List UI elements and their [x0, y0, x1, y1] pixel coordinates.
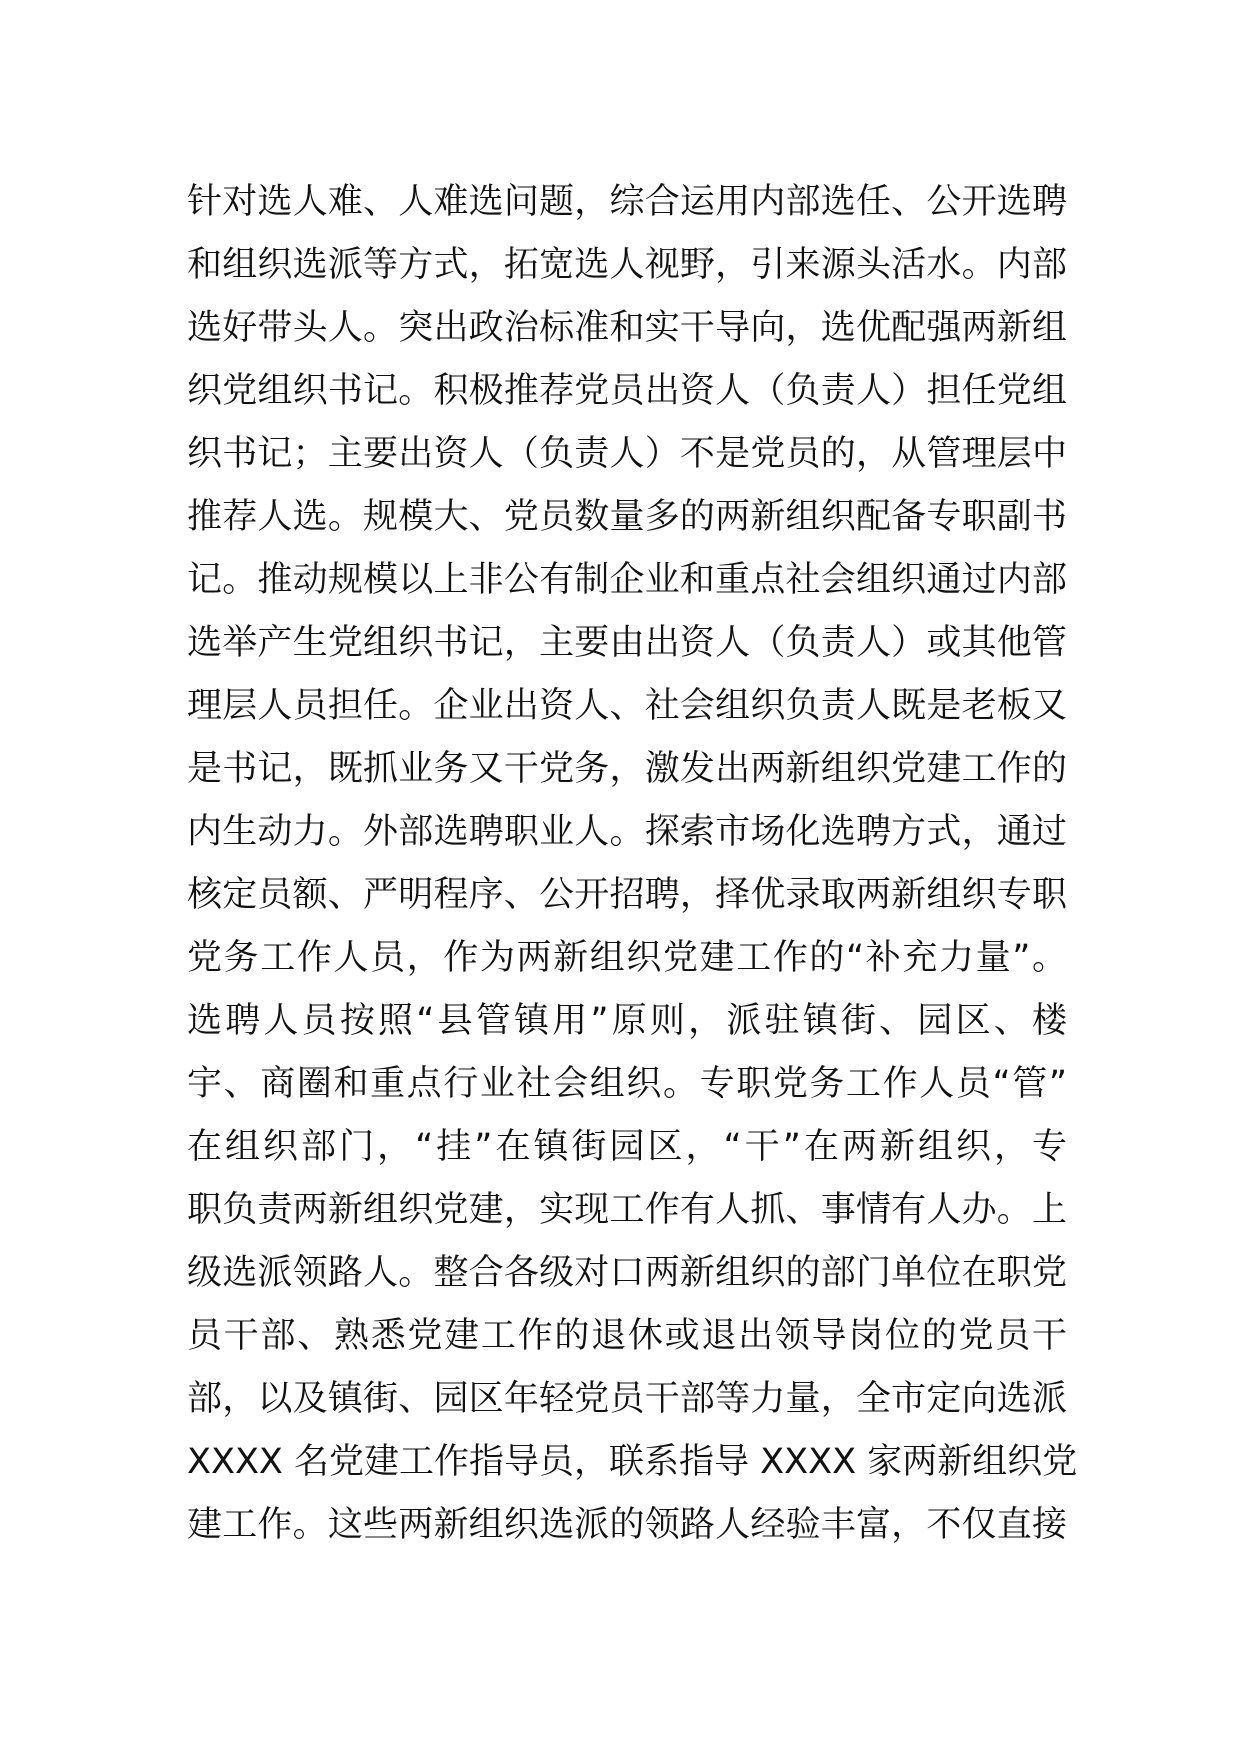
- text-line-22: 建工作。这些两新组织选派的领路人经验丰富，不仅直接: [187, 1505, 1067, 1545]
- text-line-15: 宇、商圈和重点行业社会组织。专职党务工作人员“管”: [187, 1064, 1067, 1104]
- text-line-10: 是书记，既抓业务又干党务，激发出两新组织党建工作的: [187, 749, 1067, 789]
- text-line-4: 织党组织书记。积极推荐党员出资人（负责人）担任党组: [187, 371, 1067, 411]
- text-line-1: 针对选人难、人难选问题，综合运用内部选任、公开选聘: [187, 182, 1067, 222]
- text-line-8: 选举产生党组织书记，主要由出资人（负责人）或其他管: [187, 623, 1067, 663]
- text-line-5: 织书记；主要出资人（负责人）不是党员的，从管理层中: [187, 434, 1067, 474]
- text-line-11: 内生动力。外部选聘职业人。探索市场化选聘方式，通过: [187, 812, 1067, 852]
- text-line-3: 选好带头人。突出政治标准和实干导向，选优配强两新组: [187, 308, 1067, 348]
- text-line-14: 选聘人员按照“县管镇用”原则，派驻镇街、园区、楼: [187, 1001, 1067, 1041]
- text-line-20: 部，以及镇街、园区年轻党员干部等力量，全市定向选派: [187, 1379, 1067, 1419]
- text-line-19: 员干部、熟悉党建工作的退休或退出领导岗位的党员干: [187, 1316, 1067, 1356]
- body-paragraph: [187, 171, 1078, 1557]
- text-line-13: 党务工作人员，作为两新组织党建工作的“补充力量”。: [187, 938, 1067, 978]
- text-line-12: 核定员额、严明程序、公开招聘，择优录取两新组织专职: [187, 875, 1067, 915]
- text-line-7: 记。推动规模以上非公有制企业和重点社会组织通过内部: [187, 560, 1067, 600]
- text-line-16: 在组织部门，“挂”在镇街园区，“干”在两新组织，专: [187, 1127, 1067, 1167]
- text-line-2: 和组织选派等方式，拓宽选人视野，引来源头活水。内部: [187, 245, 1067, 285]
- text-line-21: XXXX 名党建工作指导员，联系指导 XXXX 家两新组织党: [187, 1442, 1078, 1482]
- text-line-9: 理层人员担任。企业出资人、社会组织负责人既是老板又: [187, 686, 1067, 726]
- text-line-17: 职负责两新组织党建，实现工作有人抓、事情有人办。上: [187, 1190, 1067, 1230]
- text-line-18: 级选派领路人。整合各级对口两新组织的部门单位在职党: [187, 1253, 1067, 1293]
- text-line-6: 推荐人选。规模大、党员数量多的两新组织配备专职副书: [187, 497, 1067, 537]
